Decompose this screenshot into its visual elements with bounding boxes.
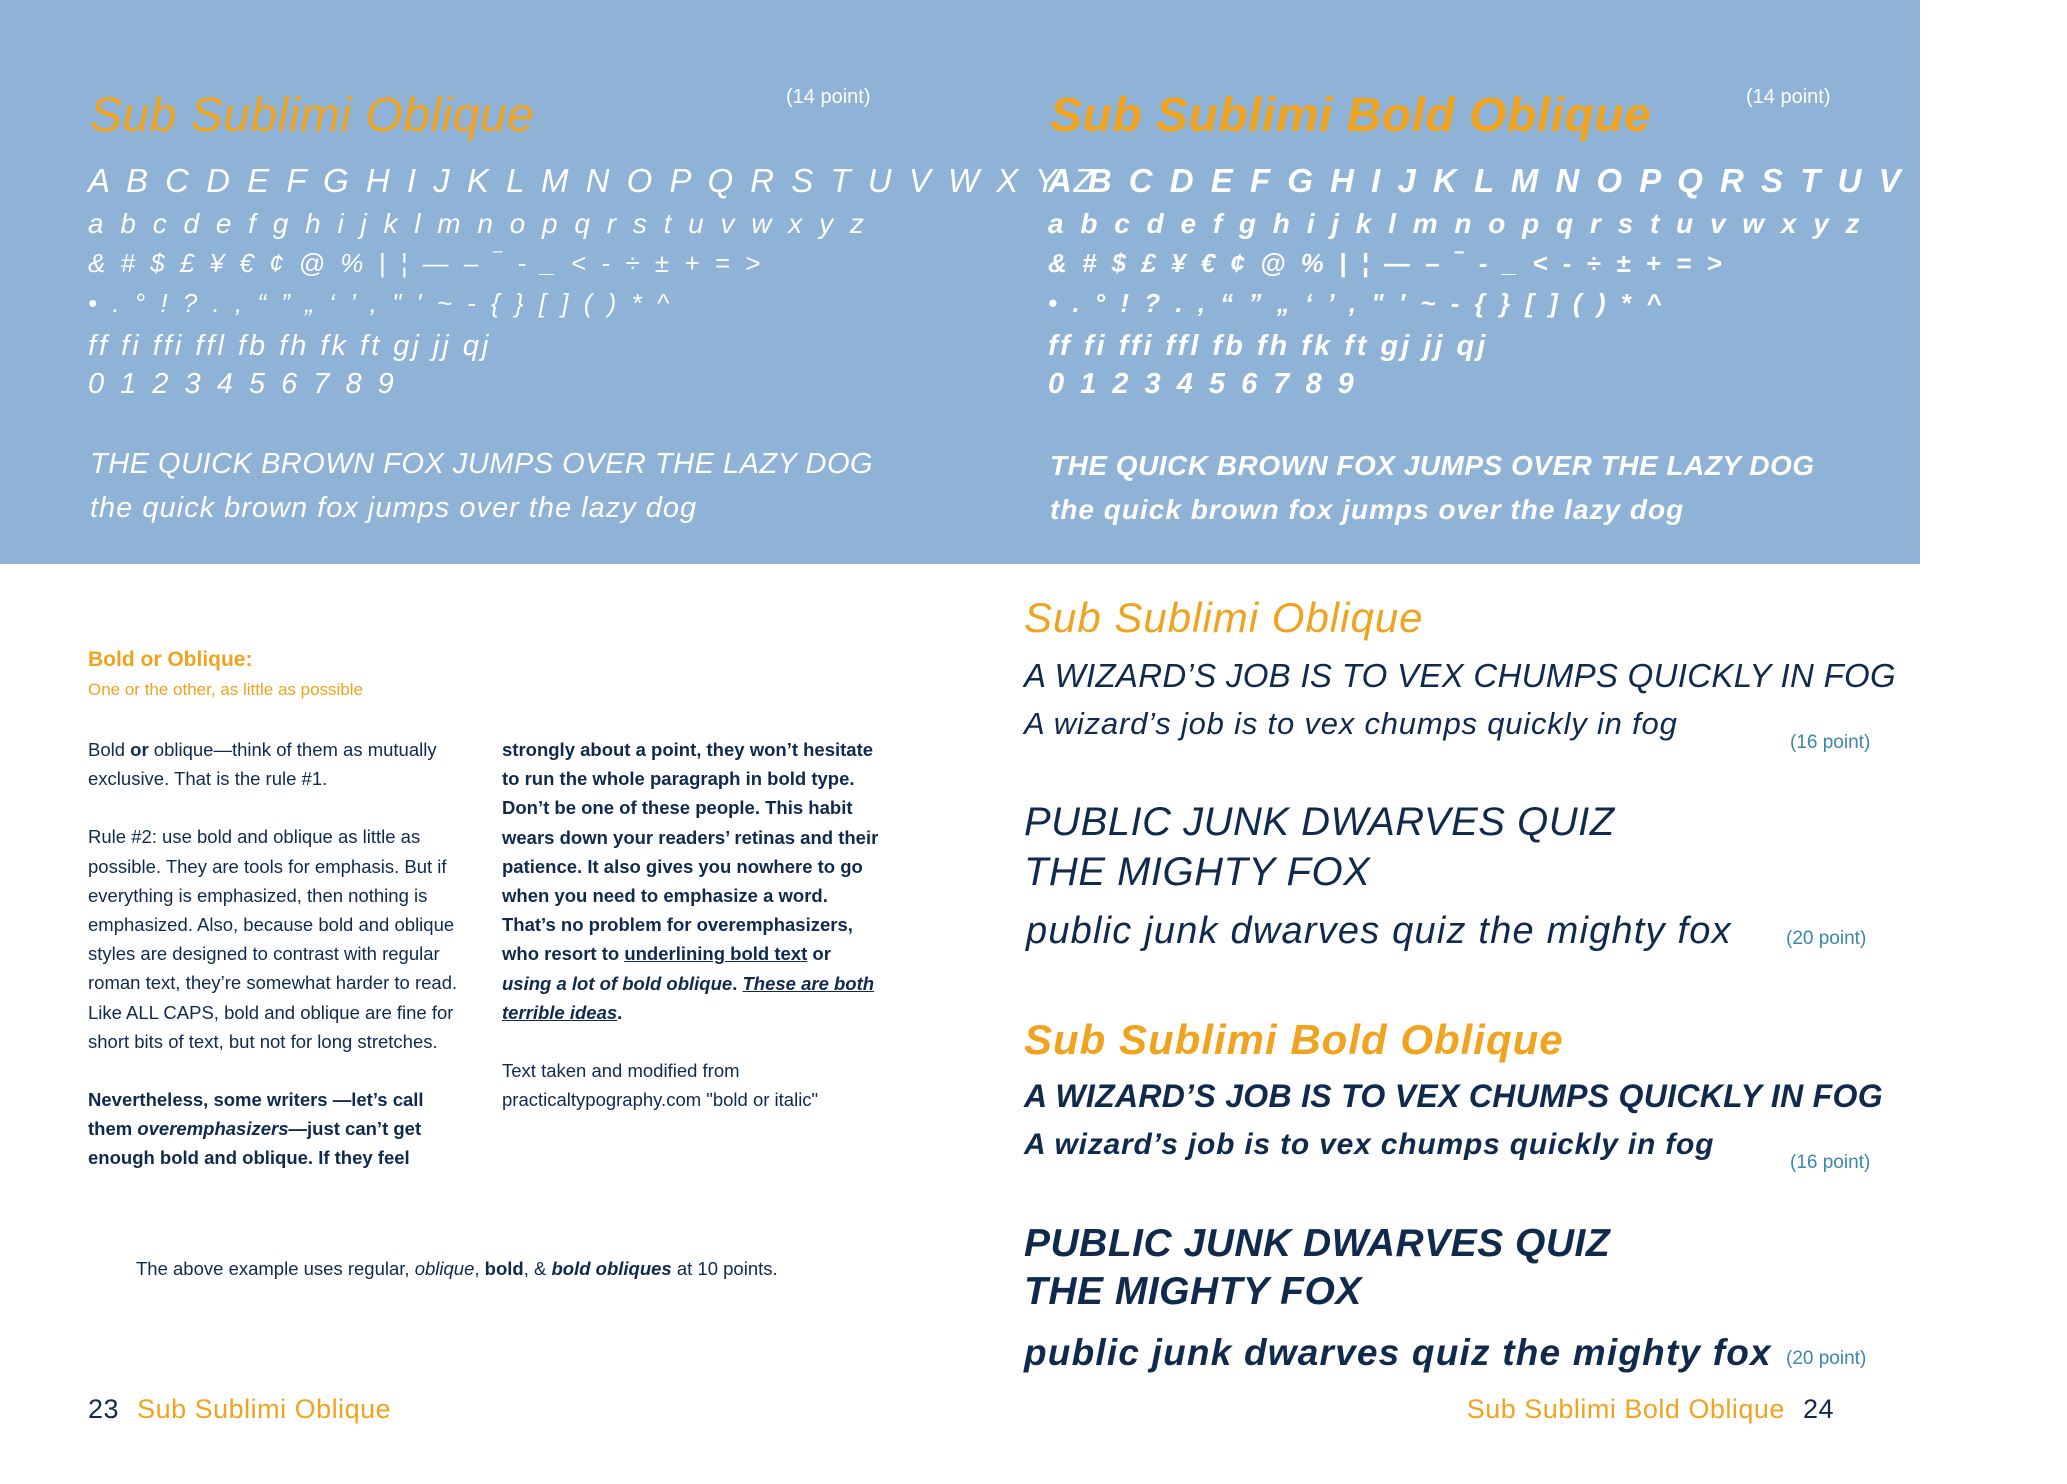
left-glyph-uppercase: A B C D E F G H I J K L M N O P Q R S T U V W X Y Z bbox=[88, 162, 1098, 199]
essay-col1-p3-italic: overemphasizers bbox=[137, 1118, 289, 1140]
bold-oblique-sample-upper-20pt-line1: PUBLIC JUNK DWARVES QUIZ bbox=[1024, 1222, 1611, 1265]
left-pangram-lower: the quick brown fox jumps over the lazy dog bbox=[90, 492, 698, 524]
right-glyph-lowercase: a b c d e f g h i j k l m n o p q r s t u v w x y z bbox=[1048, 208, 1865, 239]
essay-col1-p3-text-b: —just can’t get enough bold and oblique. If they feel bbox=[88, 1118, 422, 1169]
oblique-sample-upper-20pt-line1: PUBLIC JUNK DWARVES QUIZ bbox=[1024, 800, 1615, 844]
bold-oblique-sample-upper-20pt-line2: THE MIGHTY FOX bbox=[1024, 1270, 1362, 1313]
essay-col1-p1-text-a: Bold bbox=[88, 739, 131, 760]
left-glyph-symbols: & # $ £ ¥ € ¢ @ % | ¦ — – ‾ - _ < - ÷ ± + = > bbox=[88, 248, 765, 278]
oblique-label-20pt: (20 point) bbox=[1786, 928, 1867, 949]
essay-col2-p1-bold: strongly about a point, they won’t hesitate to run the whole paragraph in bold type. Don’t be one of these people. This habit wears down your readers’ retinas and their patience. It also gives you nowhere to go when you need to emphasize a word. That’s no problem for overemphasizers, who resort to bbox=[502, 739, 879, 965]
essay-col2-p1-dot: . bbox=[732, 972, 743, 994]
bold-oblique-label-20pt: (20 point) bbox=[1786, 1348, 1867, 1369]
right-specimen-title: Sub Sublimi Bold Oblique bbox=[1050, 89, 1652, 142]
right-footer bbox=[1467, 1394, 1834, 1425]
essay-col2-p1-bold-italic: using a lot of bold oblique bbox=[502, 972, 733, 994]
essay-col2-paragraph-1 bbox=[502, 735, 884, 1027]
caption-bold-obliques: bold obliques bbox=[551, 1258, 672, 1279]
essay-col1-p1-bold-or: or bbox=[130, 739, 149, 760]
right-pangram-lower: the quick brown fox jumps over the lazy dog bbox=[1050, 494, 1685, 525]
left-glyph-lowercase: a b c d e f g h i j k l m n o p q r s t u v w x y z bbox=[88, 208, 869, 239]
essay-col1-paragraph-1 bbox=[88, 735, 466, 793]
essay-col1-paragraph-2: Rule #2: use bold and oblique as little as possible. They are tools for emphasis. But if everything is emphasized, then nothing is emphasized. Also, because bold and oblique styles are designed to contrast with regular roman text, they’re somewhat harder to read. Like ALL CAPS, bold and oblique are fine for short bits of text, but not for long stretches. bbox=[88, 826, 458, 1052]
caption-comma: , bbox=[474, 1258, 485, 1279]
bold-oblique-label-16pt: (16 point) bbox=[1790, 1152, 1871, 1173]
right-glyph-numerals: 0 1 2 3 4 5 6 7 8 9 bbox=[1048, 368, 1358, 400]
essay-col1-p3-text-a: Nevertheless, some writers —let’s call them bbox=[88, 1089, 424, 1140]
oblique-sample-upper-16pt: A WIZARD’S JOB IS TO VEX CHUMPS QUICKLY IN FOG bbox=[1024, 657, 1896, 694]
left-glyph-punctuation: • . ° ! ? . , “ ” „ ‘ ’ , " ' ~ - { } [ ] ( ) * ^ bbox=[88, 288, 674, 318]
essay-col1-p1-text-b: oblique—think of them as mutually exclusive. That is the rule #1. bbox=[88, 739, 437, 790]
essay-col1-paragraph-3 bbox=[88, 1085, 466, 1173]
essay-col2-p1-bold-italic-underline: These are both terrible ideas bbox=[502, 972, 875, 1023]
right-size-label: (14 point) bbox=[1746, 86, 1831, 108]
oblique-label-16pt: (16 point) bbox=[1790, 732, 1871, 753]
caption-text-a: The above example uses regular, bbox=[136, 1258, 415, 1279]
essay-col2-p1-underline-bold: underlining bold text bbox=[624, 943, 808, 965]
left-pangram-upper: THE QUICK BROWN FOX JUMPS OVER THE LAZY DOG bbox=[90, 448, 874, 480]
left-specimen-title: Sub Sublimi Oblique bbox=[90, 89, 535, 142]
right-footer-title: Sub Sublimi Bold Oblique bbox=[1466, 1394, 1785, 1424]
right-glyph-punctuation: • . ° ! ? . , “ ” „ ‘ ’ , " ' ~ - { } [ ] ( ) * ^ bbox=[1048, 288, 1666, 318]
oblique-sample-lower-16pt: A wizard’s job is to vex chumps quickly in fog bbox=[1024, 706, 1678, 741]
caption-text-b: at 10 points. bbox=[671, 1258, 778, 1279]
left-glyph-ligatures: ff fi ffi ffl fb fh fk ft gj jj qj bbox=[88, 330, 492, 362]
right-glyph-symbols: & # $ £ ¥ € ¢ @ % | ¦ — – ‾ - _ < - ÷ ± + = > bbox=[1048, 248, 1726, 278]
caption-amp: , & bbox=[523, 1258, 552, 1279]
essay-subtitle: One or the other, as little as possible bbox=[88, 680, 363, 699]
oblique-sample-lower-20pt: public junk dwarves quiz the mighty fox bbox=[1026, 910, 1732, 952]
right-page-number: 24 bbox=[1802, 1394, 1834, 1424]
essay-col2-p1-or: or bbox=[807, 943, 831, 965]
caption-bold: bold bbox=[484, 1258, 524, 1279]
left-size-label: (14 point) bbox=[786, 86, 871, 108]
essay-col2-paragraph-2: Text taken and modified from practicaltypography.com "bold or italic" bbox=[502, 1060, 819, 1111]
essay-column-1 bbox=[88, 735, 466, 1202]
right-glyph-uppercase: A B C D E F G H I J K L M N O P Q R S T U V W X Y Z bbox=[1048, 162, 2067, 199]
bold-oblique-sample-lower-20pt: public junk dwarves quiz the mighty fox bbox=[1024, 1332, 1772, 1373]
essay-column-2 bbox=[502, 735, 884, 1143]
right-glyph-ligatures: ff fi ffi ffl fb fh fk ft gj jj qj bbox=[1048, 330, 1489, 362]
bold-oblique-sample-lower-16pt: A wizard’s job is to vex chumps quickly in fog bbox=[1024, 1128, 1715, 1161]
left-glyph-numerals: 0 1 2 3 4 5 6 7 8 9 bbox=[88, 368, 398, 400]
left-footer bbox=[88, 1394, 391, 1425]
right-pangram-upper: THE QUICK BROWN FOX JUMPS OVER THE LAZY DOG bbox=[1050, 450, 1815, 481]
caption-oblique: oblique bbox=[414, 1258, 475, 1279]
oblique-sample-upper-20pt-line2: THE MIGHTY FOX bbox=[1024, 850, 1371, 894]
left-footer-title: Sub Sublimi Oblique bbox=[137, 1394, 392, 1424]
bold-oblique-sample-title: Sub Sublimi Bold Oblique bbox=[1024, 1016, 1564, 1063]
left-page-number: 23 bbox=[88, 1394, 120, 1424]
essay-col2-p1-end: . bbox=[617, 1001, 623, 1023]
essay-title: Bold or Oblique: bbox=[88, 648, 253, 671]
bold-oblique-sample-upper-16pt: A WIZARD’S JOB IS TO VEX CHUMPS QUICKLY IN FOG bbox=[1024, 1078, 1883, 1114]
oblique-sample-title: Sub Sublimi Oblique bbox=[1024, 594, 1424, 641]
essay-caption bbox=[136, 1258, 778, 1280]
